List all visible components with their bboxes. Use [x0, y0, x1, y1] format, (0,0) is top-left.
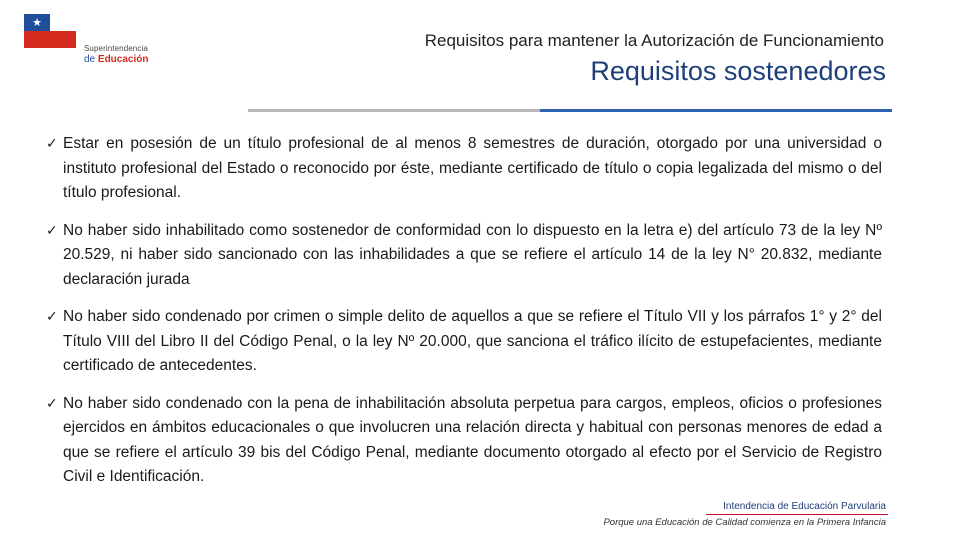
org-name-line-2: [84, 54, 148, 65]
gov-line-2: de Chile: [52, 21, 73, 27]
requirement-text: No haber sido condenado por crimen o simple delito de aquellos a que se refiere el Título VII y los párrafos 1° y 2° del Título VIII del Libro II del Código Penal, o la ley Nº 20.000, que sanciona el tráfico ilícito de estupefacientes, mediante certificado de antecedentes.: [63, 308, 882, 374]
footer-tagline: Porque una Educación de Calidad comienza en la Primera Infancia: [603, 517, 886, 528]
requirement-item: [46, 132, 882, 206]
org-name-line-1: Superintendencia: [84, 44, 148, 53]
checkmark-icon: ✓: [46, 395, 58, 412]
org-name-prefix: de: [84, 54, 98, 65]
checkmark-icon: ✓: [46, 136, 58, 152]
requirements-list: [46, 132, 882, 503]
footer-intendencia: Intendencia de Educación Parvularia: [723, 501, 886, 512]
requirement-text: No haber sido inhabilitado como sostenedor de conformidad con lo dispuesto en la letra e) del artículo 73 de la ley Nº 20.529, ni haber sido sancionado con las inhabilidades a que se refiere el artículo 14 de la ley N° 20.832, mediante declaración jurada: [63, 221, 882, 288]
checkmark-icon: ✓: [46, 222, 58, 239]
page-title: Requisitos sostenedores: [590, 56, 886, 86]
requirement-text: No haber sido condenado con la pena de inhabilitación absoluta perpetua para cargos, empleos, oficios o profesiones ejercidos en ámbitos educacionales o que involucren una relación directa y habitual con personas menores de edad a que se refiere el artículo 39 bis del Código Penal, mediante documento otorgado al efecto por el Servicio de Registro Civil e Identificación.: [63, 394, 882, 485]
chile-flag-icon: [24, 14, 76, 48]
checkmark-icon: ✓: [46, 309, 58, 325]
header-divider-gray: [248, 109, 540, 112]
gov-line-1: Gobierno: [52, 15, 75, 21]
superintendencia-logo: [24, 14, 164, 70]
header-divider-blue: [540, 109, 892, 112]
footer-divider: [706, 514, 888, 515]
requirement-text: Estar en posesión de un título profesional de al menos 8 semestres de duración, otorgado por una universidad o instituto profesional del Estado o reconocido por éste, mediante certificado de título o copia legalizada del mismo o del título profesional.: [63, 135, 882, 201]
flag-star-icon: ★: [32, 16, 42, 29]
gobierno-de-chile-text: [52, 15, 78, 27]
requirement-item: [46, 392, 882, 490]
flag-red-band: [24, 31, 76, 48]
requirement-item: [46, 305, 882, 379]
org-name-bold: Educación: [97, 54, 149, 65]
page-subtitle: Requisitos para mantener la Autorización de Funcionamiento: [424, 31, 884, 50]
requirement-item: [46, 219, 882, 293]
